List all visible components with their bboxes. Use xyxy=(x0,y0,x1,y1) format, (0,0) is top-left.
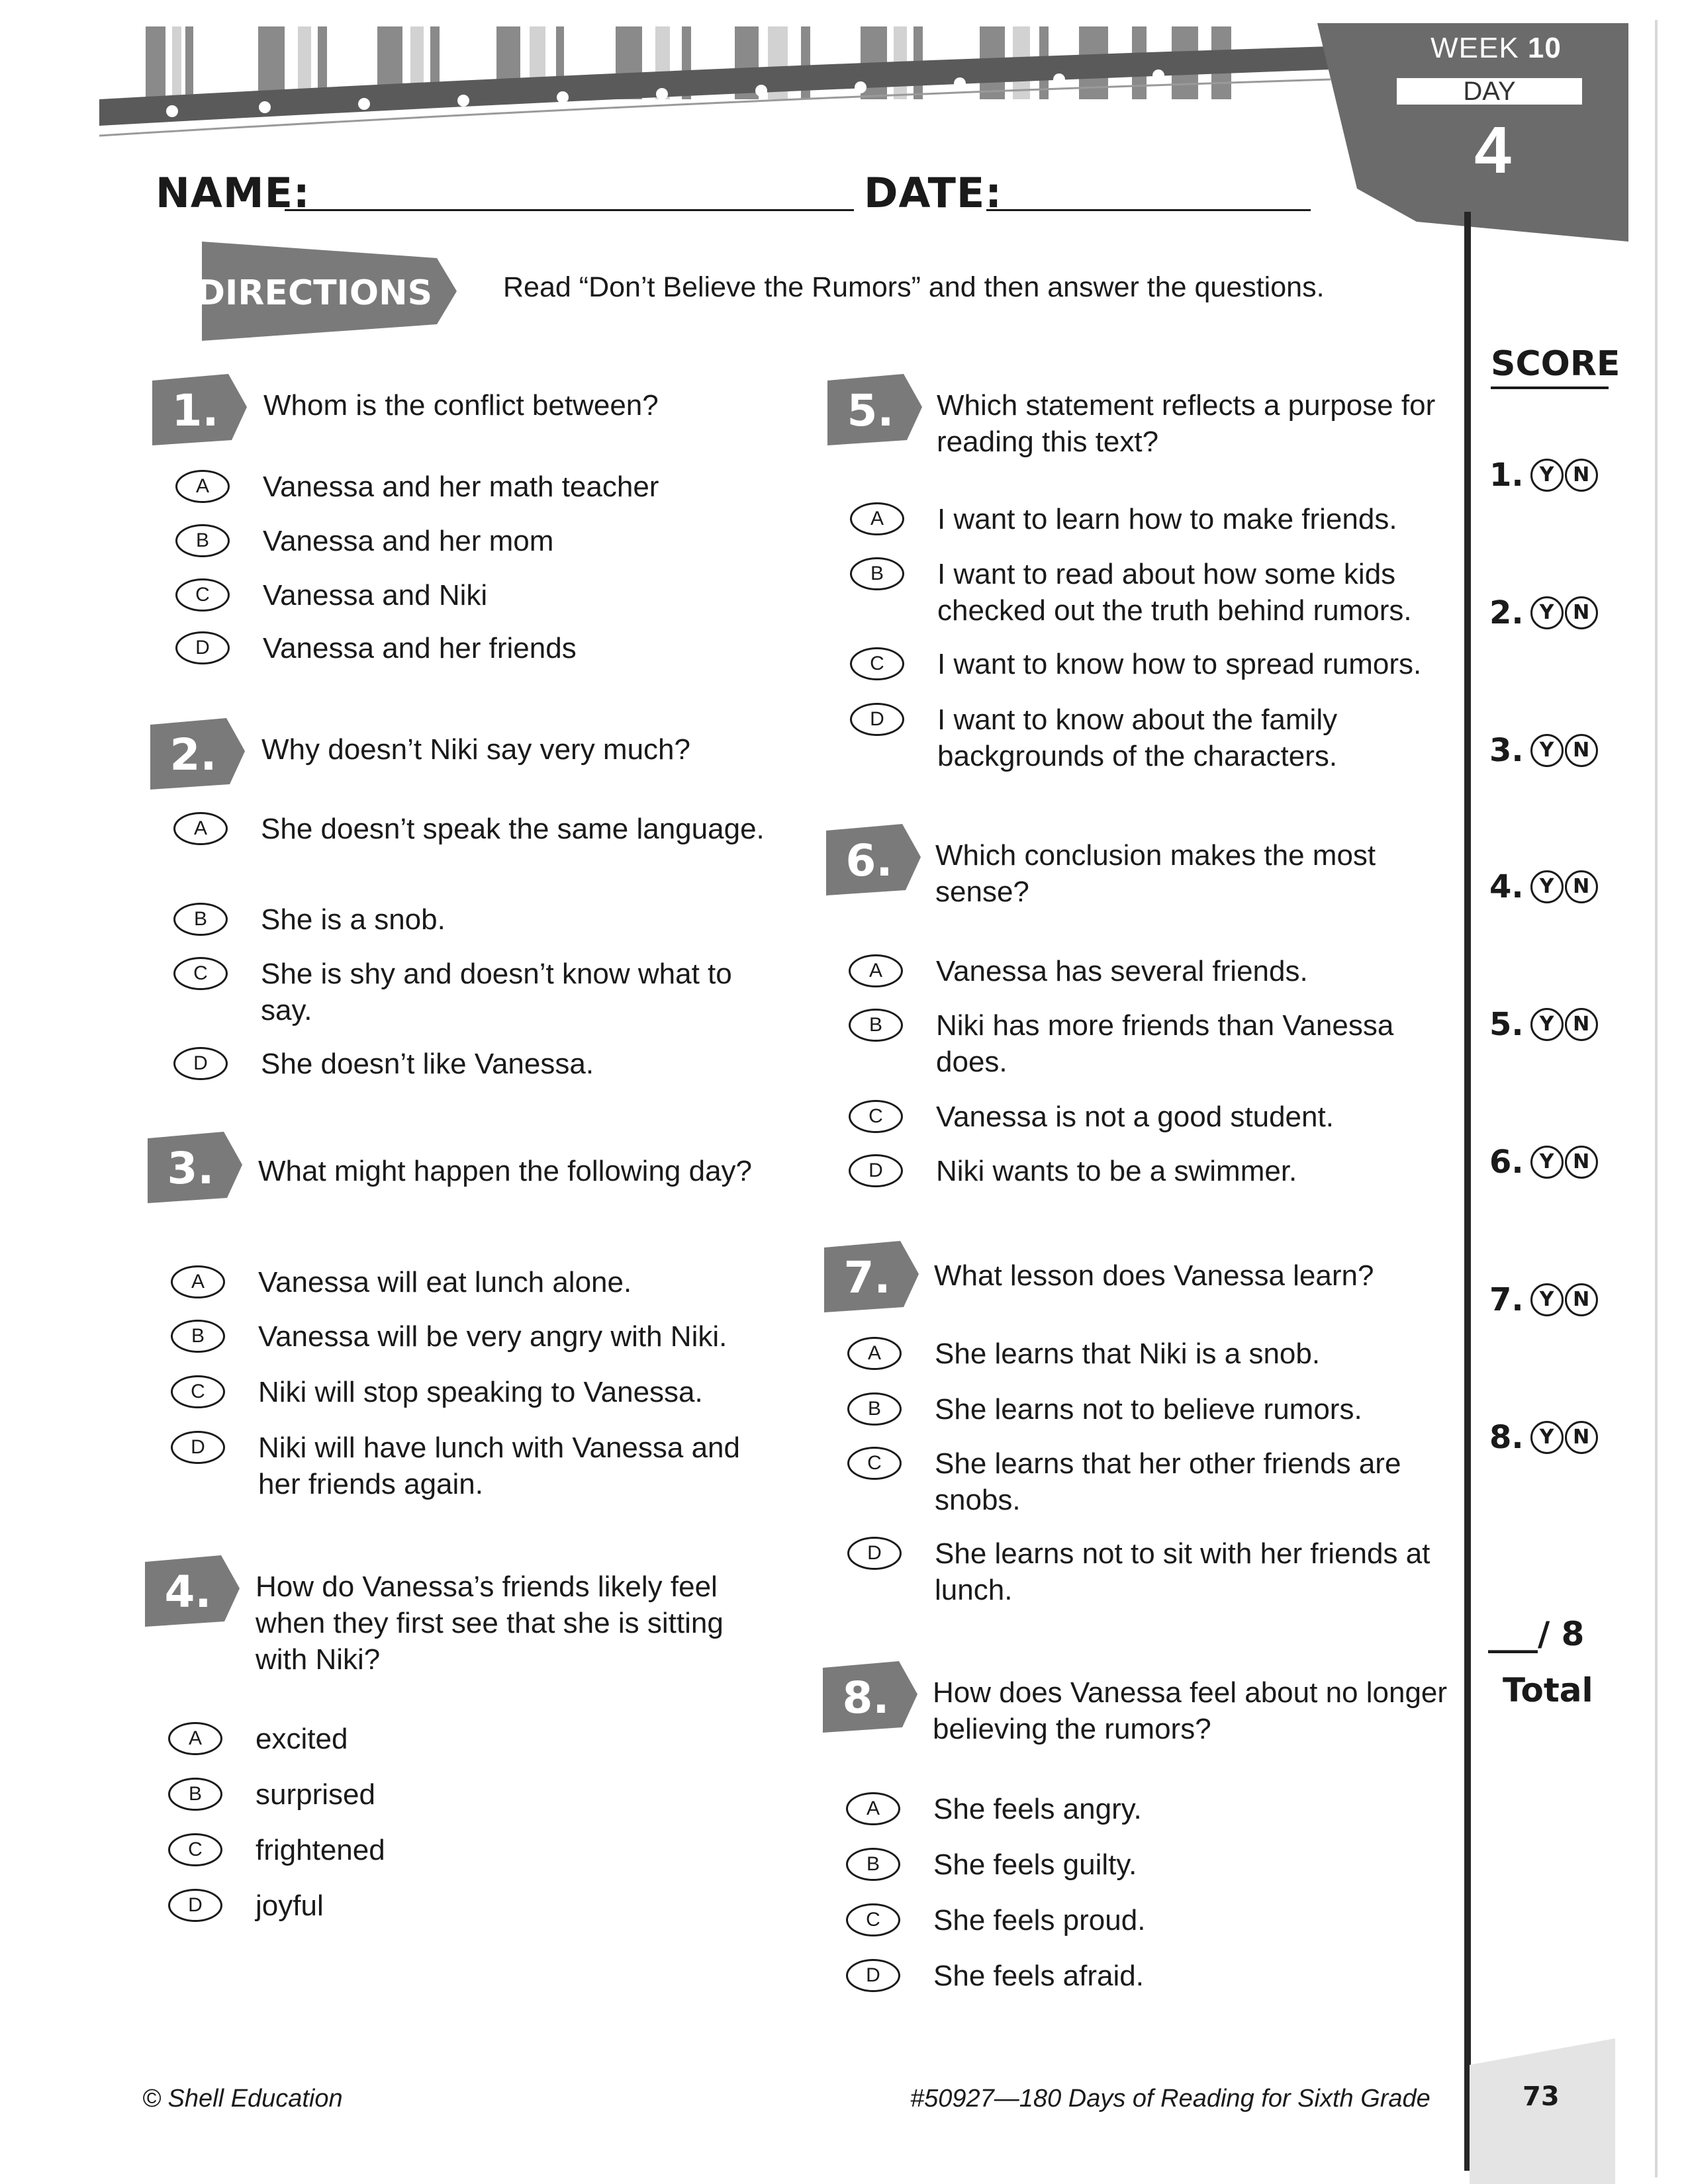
question-text: How do Vanessa’s friends likely feel when they first see that she is sitting with Niki? xyxy=(256,1570,724,1676)
answer-text: Vanessa will eat lunch alone. xyxy=(258,1266,632,1298)
page-number: 73 xyxy=(1523,2081,1560,2112)
answer-option[interactable] xyxy=(175,577,779,614)
answer-bubble[interactable]: D xyxy=(175,631,230,664)
score-row xyxy=(1489,1281,1598,1318)
answer-text: surprised xyxy=(256,1778,375,1811)
answer-option[interactable] xyxy=(846,1791,1450,1827)
answer-bubble[interactable]: C xyxy=(168,1833,222,1866)
question-number-badge xyxy=(821,1241,920,1314)
score-no-bubble[interactable]: N xyxy=(1565,870,1598,903)
answer-text: She doesn’t speak the same language. xyxy=(261,813,765,845)
answer-option[interactable] xyxy=(173,901,777,938)
question-text: How does Vanessa feel about no longer believing the rumors? xyxy=(933,1676,1448,1745)
answer-text: Vanessa will be very angry with Niki. xyxy=(258,1320,727,1353)
answer-bubble[interactable]: A xyxy=(850,502,904,535)
score-row-label: 5. xyxy=(1489,1006,1524,1043)
answer-option[interactable] xyxy=(173,811,777,847)
score-no-bubble[interactable]: N xyxy=(1565,1146,1598,1179)
question-number: 4. xyxy=(164,1567,212,1617)
answer-text: Vanessa and her mom xyxy=(263,525,554,557)
answer-bubble[interactable]: B xyxy=(849,1009,903,1042)
question-text: Which statement reflects a purpose for reading this text? xyxy=(937,389,1436,458)
week-word: WEEK xyxy=(1430,32,1519,64)
question-number: 1. xyxy=(171,385,219,436)
header-banner xyxy=(99,20,1331,146)
answer-bubble[interactable]: D xyxy=(173,1047,228,1080)
score-no-bubble[interactable]: N xyxy=(1565,1283,1598,1316)
score-yes-bubble[interactable]: Y xyxy=(1530,596,1564,629)
score-no-bubble[interactable]: N xyxy=(1565,1421,1598,1454)
answer-bubble[interactable]: C xyxy=(173,957,228,990)
score-yes-bubble[interactable]: Y xyxy=(1530,1283,1564,1316)
score-no-bubble[interactable]: N xyxy=(1565,596,1598,629)
answer-option[interactable] xyxy=(846,1846,1450,1883)
answer-text: She feels proud. xyxy=(933,1904,1146,1936)
answer-option[interactable] xyxy=(847,1391,1451,1428)
answer-text: She learns not to sit with her friends at lunch. xyxy=(935,1537,1430,1606)
answer-text: She learns that Niki is a snob. xyxy=(935,1338,1321,1370)
score-row-label: 7. xyxy=(1489,1281,1524,1318)
answer-option[interactable] xyxy=(171,1430,774,1502)
answer-bubble[interactable]: D xyxy=(847,1537,902,1570)
question-number: 8. xyxy=(842,1672,890,1723)
date-label: DATE: xyxy=(864,169,1003,217)
answer-option[interactable] xyxy=(171,1374,774,1410)
answer-text: Vanessa and her math teacher xyxy=(263,471,659,503)
question-number-badge xyxy=(820,1661,919,1734)
answer-bubble[interactable]: B xyxy=(171,1320,225,1353)
footer-copyright: © Shell Education xyxy=(142,2085,343,2113)
answer-option[interactable] xyxy=(847,1336,1451,1372)
score-row-label: 2. xyxy=(1489,594,1524,631)
answer-option[interactable] xyxy=(168,1832,772,1868)
answer-option[interactable] xyxy=(850,501,1454,537)
score-row xyxy=(1489,457,1598,494)
score-row xyxy=(1489,868,1598,905)
day-label: DAY xyxy=(1397,78,1582,105)
answer-bubble[interactable]: B xyxy=(847,1392,902,1426)
score-total-fraction: ___/ 8 xyxy=(1488,1615,1585,1653)
answer-bubble[interactable]: A xyxy=(173,812,228,845)
directions-text: Read “Don’t Believe the Rumors” and then answer the questions. xyxy=(503,271,1325,303)
score-no-bubble[interactable]: N xyxy=(1565,734,1598,767)
question-number: 5. xyxy=(847,385,894,436)
score-no-bubble[interactable]: N xyxy=(1565,1008,1598,1041)
answer-text: She feels afraid. xyxy=(933,1960,1144,1992)
answer-option[interactable] xyxy=(850,702,1454,774)
answer-bubble[interactable]: D xyxy=(846,1959,900,1992)
score-total-label: Total xyxy=(1503,1671,1593,1709)
question-text: Why doesn’t Niki say very much? xyxy=(261,733,690,766)
answer-bubble[interactable]: D xyxy=(171,1431,225,1464)
answer-bubble[interactable]: C xyxy=(849,1100,903,1133)
week-label xyxy=(1410,32,1582,65)
question-text: What might happen the following day? xyxy=(258,1155,753,1187)
answer-bubble[interactable]: C xyxy=(175,578,230,612)
answer-text: Niki will have lunch with Vanessa and her friends again. xyxy=(258,1432,740,1500)
answer-text: Vanessa has several friends. xyxy=(936,955,1308,987)
score-row-label: 4. xyxy=(1489,868,1524,905)
question-number: 7. xyxy=(843,1252,891,1303)
answer-option[interactable] xyxy=(850,556,1454,629)
answer-text: I want to know about the family backgrounds of the characters. xyxy=(937,704,1338,772)
score-yes-bubble[interactable]: Y xyxy=(1530,459,1564,492)
score-row-label: 1. xyxy=(1489,457,1524,494)
score-yes-bubble[interactable]: Y xyxy=(1530,1008,1564,1041)
answer-bubble[interactable]: B xyxy=(168,1778,222,1811)
question-number-badge xyxy=(823,824,922,897)
question-number: 6. xyxy=(845,835,893,886)
directions-badge-text: DIRECTIONS xyxy=(196,273,433,313)
date-field[interactable] xyxy=(986,209,1311,211)
answer-text: I want to read about how some kids checked out the truth behind rumors. xyxy=(937,558,1412,627)
answer-option[interactable] xyxy=(168,1776,772,1813)
answer-text: Niki wants to be a swimmer. xyxy=(936,1155,1297,1187)
score-row-label: 8. xyxy=(1489,1419,1524,1456)
answer-bubble[interactable]: B xyxy=(850,557,904,590)
question-number: 3. xyxy=(167,1143,214,1194)
answer-bubble[interactable]: B xyxy=(173,903,228,936)
score-row-label: 3. xyxy=(1489,732,1524,769)
answer-bubble[interactable]: A xyxy=(849,954,903,987)
directions-badge xyxy=(195,238,460,344)
answer-option[interactable] xyxy=(849,953,1452,989)
answer-option[interactable] xyxy=(175,630,779,666)
answer-option[interactable] xyxy=(168,1721,772,1757)
answer-text: She is shy and doesn’t know what to say. xyxy=(261,958,732,1026)
answer-text: frightened xyxy=(256,1834,385,1866)
answer-bubble[interactable]: A xyxy=(168,1722,222,1755)
answer-option[interactable] xyxy=(846,1902,1450,1938)
score-divider xyxy=(1464,212,1471,2171)
footer-book-title: #50927—180 Days of Reading for Sixth Grade xyxy=(910,2085,1430,2113)
question-number-badge xyxy=(144,1132,244,1205)
answer-bubble[interactable]: C xyxy=(850,647,904,680)
day-number: 4 xyxy=(1474,113,1511,187)
score-row xyxy=(1489,1006,1598,1043)
answer-text: Vanessa and her friends xyxy=(263,632,577,664)
answer-option[interactable] xyxy=(168,1888,772,1924)
name-field[interactable] xyxy=(285,209,854,211)
answer-bubble[interactable]: A xyxy=(175,470,230,503)
answer-option[interactable] xyxy=(847,1445,1451,1518)
answer-text: Vanessa and Niki xyxy=(263,579,488,612)
answer-bubble[interactable]: D xyxy=(168,1889,222,1922)
answer-text: She feels angry. xyxy=(933,1793,1142,1825)
score-row xyxy=(1489,1144,1598,1181)
answer-text: She is a snob. xyxy=(261,903,445,936)
question-text: Which conclusion makes the most sense? xyxy=(935,839,1376,908)
answer-bubble[interactable]: D xyxy=(850,703,904,736)
score-row-label: 6. xyxy=(1489,1144,1524,1181)
score-row xyxy=(1489,594,1598,631)
score-row xyxy=(1489,1419,1598,1456)
question-text: Whom is the conflict between? xyxy=(263,389,659,422)
answer-option[interactable] xyxy=(850,646,1454,682)
answer-text: excited xyxy=(256,1723,348,1755)
answer-text: joyful xyxy=(256,1889,324,1922)
question-number-badge xyxy=(824,374,923,447)
answer-text: I want to learn how to make friends. xyxy=(937,503,1397,535)
answer-option[interactable] xyxy=(175,523,779,559)
answer-text: She learns that her other friends are snobs. xyxy=(935,1447,1401,1516)
answer-text: She learns not to believe rumors. xyxy=(935,1393,1362,1426)
score-yes-bubble[interactable]: Y xyxy=(1530,1421,1564,1454)
answer-option[interactable] xyxy=(849,1007,1452,1080)
score-no-bubble[interactable]: N xyxy=(1565,459,1598,492)
answer-option[interactable] xyxy=(846,1958,1450,1994)
answer-text: Niki will stop speaking to Vanessa. xyxy=(258,1376,703,1408)
answer-text: Vanessa is not a good student. xyxy=(936,1101,1334,1133)
page-edge xyxy=(1655,20,1658,2177)
question-text: What lesson does Vanessa learn? xyxy=(934,1259,1374,1292)
score-title: SCORE xyxy=(1491,344,1609,389)
score-row xyxy=(1489,732,1598,769)
week-number: 10 xyxy=(1527,32,1562,64)
answer-bubble[interactable]: A xyxy=(846,1792,900,1825)
answer-bubble[interactable]: D xyxy=(849,1154,903,1187)
score-yes-bubble[interactable]: Y xyxy=(1530,734,1564,767)
answer-option[interactable] xyxy=(849,1153,1452,1189)
question-number: 2. xyxy=(169,729,217,780)
answer-bubble[interactable]: C xyxy=(171,1375,225,1408)
answer-option[interactable] xyxy=(847,1535,1451,1608)
answer-text: She doesn’t like Vanessa. xyxy=(261,1048,594,1080)
score-yes-bubble[interactable]: Y xyxy=(1530,1146,1564,1179)
answer-bubble[interactable]: C xyxy=(846,1903,900,1936)
answer-option[interactable] xyxy=(171,1264,774,1300)
name-label: NAME: xyxy=(156,169,310,217)
score-yes-bubble[interactable]: Y xyxy=(1530,870,1564,903)
answer-bubble[interactable]: A xyxy=(171,1265,225,1298)
question-number-badge xyxy=(149,374,248,447)
answer-option[interactable] xyxy=(173,956,777,1028)
answer-option[interactable] xyxy=(171,1318,774,1355)
question-number-badge xyxy=(142,1555,241,1628)
question-number-badge xyxy=(147,718,246,791)
answer-text: Niki has more friends than Vanessa does. xyxy=(936,1009,1394,1078)
answer-bubble[interactable]: B xyxy=(846,1848,900,1881)
answer-bubble[interactable]: A xyxy=(847,1337,902,1370)
answer-option[interactable] xyxy=(175,469,779,505)
answer-option[interactable] xyxy=(173,1046,777,1082)
answer-option[interactable] xyxy=(849,1099,1452,1135)
answer-text: She feels guilty. xyxy=(933,1848,1137,1881)
answer-bubble[interactable]: C xyxy=(847,1447,902,1480)
answer-bubble[interactable]: B xyxy=(175,524,230,557)
answer-text: I want to know how to spread rumors. xyxy=(937,648,1422,680)
